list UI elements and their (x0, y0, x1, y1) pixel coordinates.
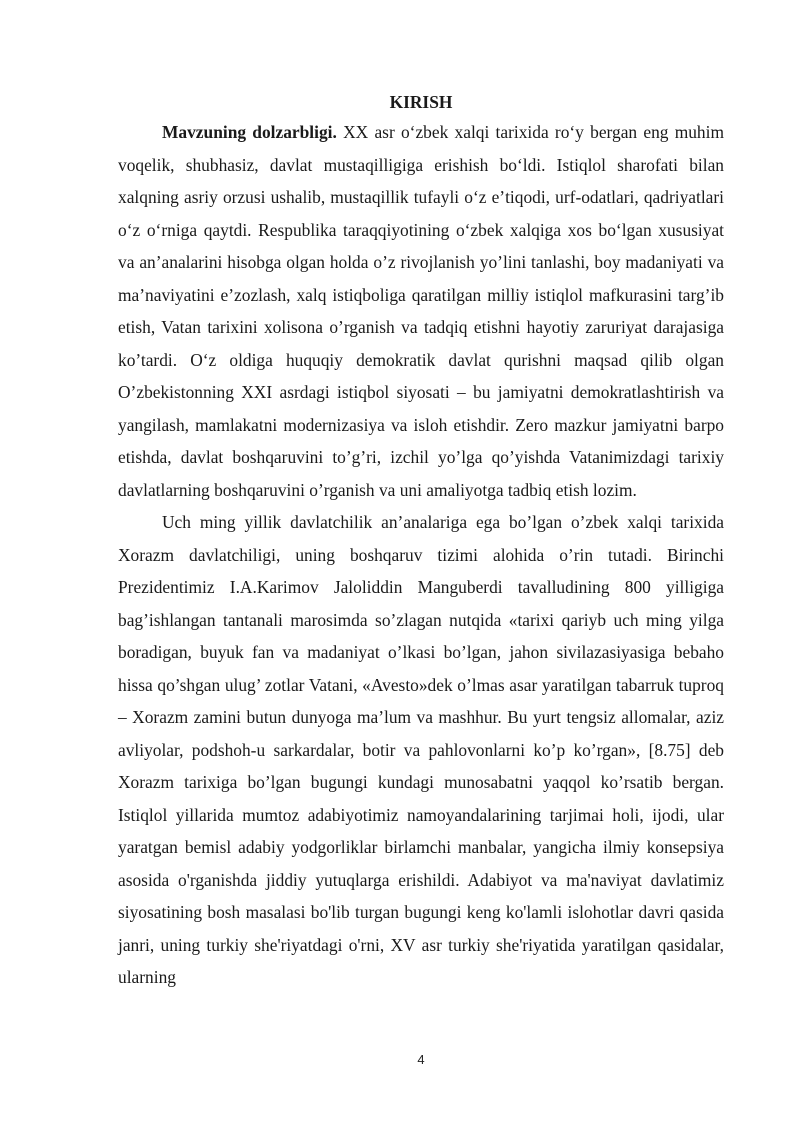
paragraph-khorezm: Uch ming yillik davlatchilik an’analariga ega bo’lgan o’zbek xalqi tarixida Xorazm davlatchiligi, uning boshqaruv tizimi alohida o’rin tutadi. Birinchi Prezidentimiz I.A.Karimov Jaloliddin Manguberdi tavalludining 800 yilligiga bag’ishlangan tantanali marosimda so’zlagan nutqida «tarixi qariyb uch ming yilga boradigan, buyuk fan va madaniyat o’lkasi bo’lgan, jahon sivilazasiyasiga bebaho hissa qo’shgan ulug’ zotlar Vatani, «Avesto»dek o’lmas asar yaratilgan tabarruk tuproq – Xorazm zamini butun dunyoga ma’lum va mashhur. Bu yurt tengsiz allomalar, aziz avliyolar, podshoh-u sarkardalar, botir va pahlovonlarni ko’p ko’rgan», [8.75] deb Xorazm tarixiga bo’lgan bugungi kundagi munosabatni yaqqol ko’rsatib bergan. Istiqlol yillarida mumtoz adabiyotimiz namoyandalarining tarjimai holi, ijodi, ular yaratgan bemisl adabiy yodgorliklar birlamchi manbalar, yangicha ilmiy konsepsiya asosida o'rganishda jiddiy yutuqlarga erishildi. Adabiyot va ma'naviyat davlatimiz siyosatining bosh masalasi bo'lib turgan bugungi keng ko'lamli islohotlar davri qasida janri, uning turkiy she'riyatdagi o'rni, XV asr turkiy she'riyatida yaratilgan qasidalar, ularning (118, 512, 724, 987)
page-title: KIRISH (389, 92, 453, 112)
paragraph-relevance (118, 116, 724, 506)
page-number: 4 (417, 1052, 425, 1067)
paragraph-lead: Mavzuning dolzarbligi. (162, 122, 337, 142)
document-body (118, 88, 724, 994)
paragraph-text: XX asr oʻzbek xalqi tarixida roʻy bergan eng muhim voqelik, shubhasiz, davlat mustaqilligiga erishish boʻldi. Istiqlol sharofati bilan xalqning asriy orzusi ushalib, mustaqillik tufayli oʻz eʼtiqodi, urf-odatlari, qadriyatlari oʻz oʻrniga qaytdi. Respublika taraqqiyotining oʻzbek xalqiga xos boʻlgan xususiyat va an’analarini hisobga olgan holda o’z rivojlanish yo’lini tanlashi, boy madaniyati va ma’naviyatini e’zozlash, xalq istiqboliga qaratilgan milliy istiqlol mafkurasini targ’ib etish, Vatan tarixini xolisona o’rganish va tadqiq etishni hayotiy zaruriyat darajasiga ko’tardi. Oʻz oldiga huquqiy demokratik davlat qurishni maqsad qilib olgan O’zbekistonning XXI asrdagi istiqbol siyosati – bu jamiyatni demokratlashtirish va yangilash, mamlakatni modernizasiya va isloh etishdir. Zero mazkur jamiyatni barpo etishda, davlat boshqaruvini to’g’ri, izchil yo’lga qo’yishda Vatanimizdagi tarixiy davlatlarning boshqaruvini o’rganish va uni amaliyotga tadbiq etish lozim. (118, 122, 724, 500)
